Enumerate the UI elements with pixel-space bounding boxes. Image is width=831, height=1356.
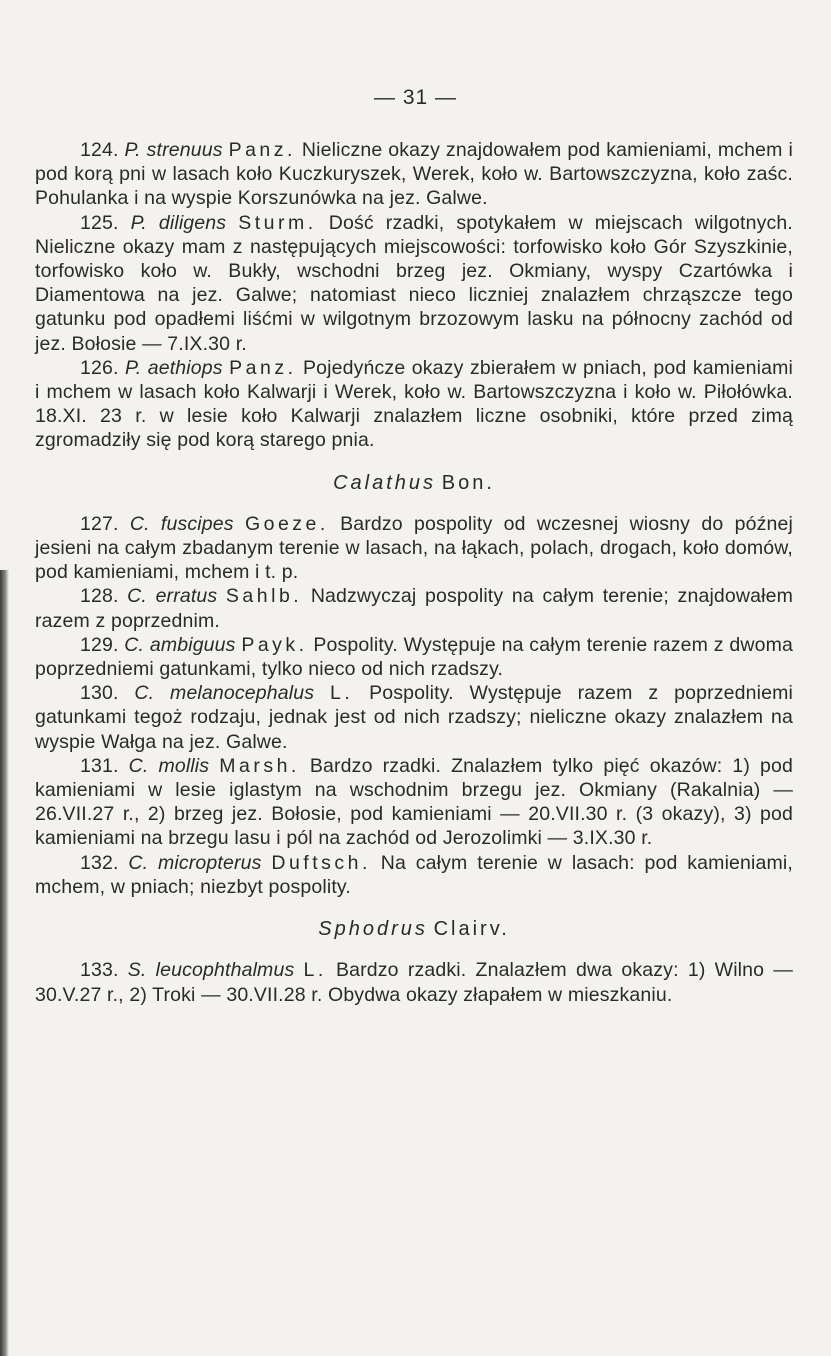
entry-text: Pospolity. Występuje razem z poprzedniemi gatunkami tegoż rodzaju, jednak jest od nich rzadszy; nieliczne okazy znalazłem na wyspie Wałga na jez. Galwe.	[35, 682, 793, 753]
genus-author: Bon.	[441, 471, 495, 494]
species-author: Goeze.	[244, 512, 329, 535]
entry-129	[35, 633, 793, 681]
entry-132	[35, 851, 793, 899]
entry-number: 128.	[80, 585, 119, 608]
species-name: C. fuscipes	[129, 512, 234, 535]
entry-number: 126.	[80, 356, 119, 379]
species-name: C. mollis	[128, 754, 210, 777]
entry-text: Nieliczne okazy znajdowałem pod kamieniami, mchem i pod korą pni w lasach koło Kuczkuryszek, Werek, koło w. Bartowszczyzna, koło zaśc. Pohulanka i na wyspie Korszunówka na jez. Galwe.	[35, 139, 793, 210]
species-name: P. diligens	[130, 211, 227, 234]
entry-number: 133.	[80, 959, 119, 982]
entry-125	[35, 211, 793, 356]
entry-number: 124.	[80, 139, 119, 161]
entry-128	[35, 584, 793, 632]
page-content	[35, 138, 793, 1007]
entry-127	[35, 512, 793, 585]
entry-124	[35, 138, 793, 211]
genus-heading-sphodrus	[35, 917, 793, 941]
entry-number: 127.	[80, 512, 119, 535]
species-author: Sturm.	[238, 211, 317, 234]
entry-number: 125.	[80, 211, 119, 234]
entry-text: Pojedyńcze okazy zbierałem w pniach, pod kamieniami i mchem w lasach koło Kalwarji i Werek, koło w. Bartowszczyzna i koło w. Piłołówka. 18.XI. 23 r. w lesie koło Kalwarji znalazłem liczne osobniki, które przed zimą zgromadziły się pod korą starego pnia.	[35, 356, 793, 452]
genus-name: Calathus	[333, 471, 437, 494]
species-author: L.	[330, 682, 354, 705]
entry-text: Nadzwyczaj pospolity na całym terenie; znajdowałem razem z poprzednim.	[35, 585, 794, 632]
genus-name: Sphodrus	[318, 918, 428, 941]
entry-text: Na całym terenie w lasach: pod kamieniami, mchem, w pniach; niezbyt pospolity.	[35, 851, 793, 898]
entry-number: 129.	[80, 633, 119, 656]
entry-130	[35, 681, 793, 754]
genus-heading-calathus	[35, 471, 793, 495]
genus-author: Clairv.	[433, 918, 510, 941]
entry-text: Bardzo rzadki. Znalazłem tylko pięć okazów: 1) pod kamieniami w lesie iglastym na wschodnim brzegu jez. Okmiany (Rakalnia) — 26.VII.27 r., 2) brzeg jez. Bołosie, pod kamieniami — 20.VII.30 r. (3 okazy), 3) pod kamieniami na brzegu lasu i pól na zachód od Jerozolimki — 3.IX.30 r.	[35, 754, 794, 850]
entry-text: Bardzo pospolity od wczesnej wiosny do późnej jesieni na całym zbadanym terenie w lasach, na łąkach, polach, drogach, koło domów, pod kamieniami, mchem i t. p.	[35, 512, 793, 584]
species-author: Sahlb.	[225, 585, 303, 608]
species-author: Panz.	[229, 356, 297, 379]
species-author: Duftsch.	[271, 851, 371, 874]
species-name: P. aethiops	[125, 356, 223, 379]
entry-number: 130.	[80, 682, 119, 705]
species-name: S. leucophthalmus	[127, 959, 295, 982]
entry-text: Dość rzadki, spotykałem w miejscach wilgotnych. Nieliczne okazy mam z następujących miejscowości: torfowisko koło Gór Szyszkinie, torfowisko koło w. Bukły, wschodni brzeg jez. Okmiany, wyspy Czartówka i Diamentowa na jez. Galwe; natomiast nieco liczniej znalazłem chrząszcze tego gatunku pod opadłemi liśćmi w wilgotnym brzozowym lasku na północny zachód od jez. Bołosie — 7.IX.30 r.	[35, 211, 793, 355]
binding-shadow	[0, 570, 9, 1356]
species-author: L.	[303, 959, 327, 982]
page-number: — 31 —	[373, 86, 458, 109]
species-name: C. melanocephalus	[134, 682, 315, 705]
species-name: P. strenuus	[124, 139, 223, 161]
entry-text: Pospolity. Występuje na całym terenie razem z dwoma poprzedniemi gatunkami, tylko nieco od nich rzadszy.	[35, 633, 793, 681]
species-author: Payk.	[241, 633, 308, 656]
species-name: C. micropterus	[128, 851, 262, 874]
entry-number: 132.	[80, 851, 119, 874]
entry-131	[35, 754, 793, 851]
species-author: Marsh.	[219, 754, 300, 777]
species-name: C. ambiguus	[124, 633, 236, 656]
entry-126	[35, 356, 793, 453]
species-name: C. erratus	[127, 585, 218, 608]
entry-number: 131.	[80, 754, 119, 777]
entry-text: Bardzo rzadki. Znalazłem dwa okazy: 1) Wilno — 30.V.27 r., 2) Troki — 30.VII.28 r. Obydwa okazy złapałem w mieszkaniu.	[35, 959, 793, 1006]
entry-133	[35, 958, 793, 1006]
species-author: Panz.	[228, 139, 296, 161]
